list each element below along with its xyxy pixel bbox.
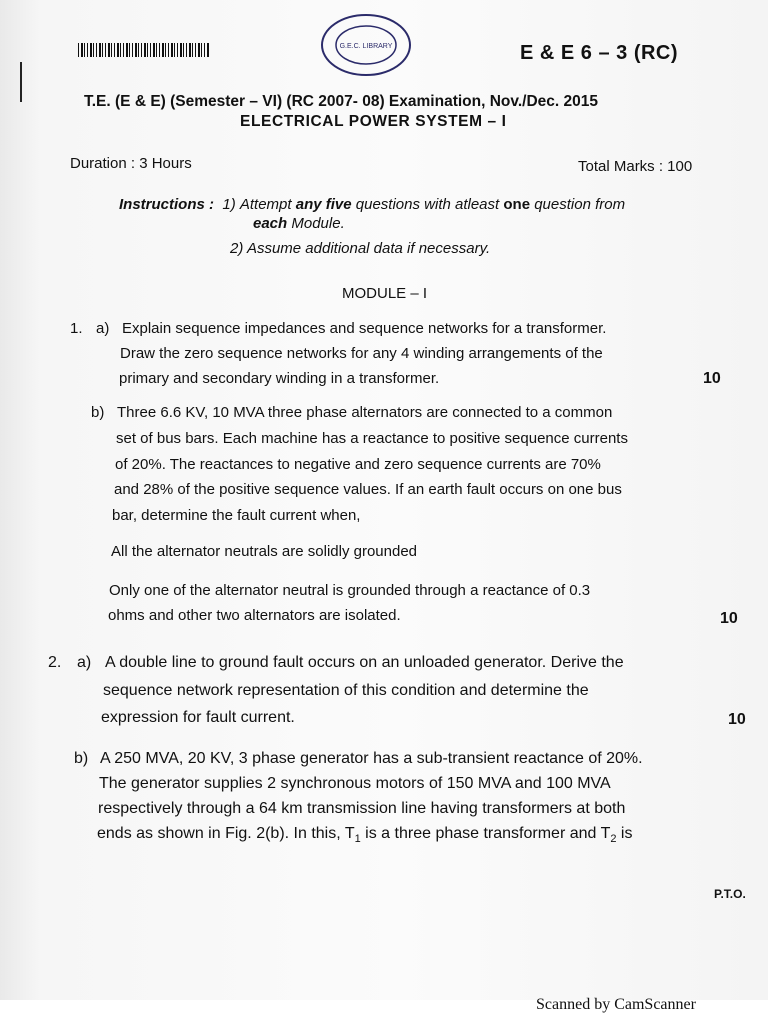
total-marks: Total Marks : 100 (578, 158, 693, 175)
instruction-2: 2) Assume additional data if necessary. (230, 240, 491, 257)
q1b-line: and 28% of the positive sequence values. If an earth fault occurs on one bus (114, 481, 622, 498)
paper-code: E & E 6 – 3 (RC) (520, 42, 679, 64)
q2a-label: a) (77, 654, 92, 671)
margin-mark (20, 62, 22, 102)
scanner-watermark: Scanned by CamScanner (536, 996, 696, 1013)
instructions-label: Instructions : (119, 196, 215, 213)
barcode (78, 43, 210, 57)
q1b-line: set of bus bars. Each machine has a reactance to positive sequence currents (116, 430, 628, 447)
q1b-line: bar, determine the fault current when, (112, 507, 361, 524)
q1a-line: Draw the zero sequence networks for any 4 winding arrangements of the (120, 345, 603, 362)
q1b-line: Three 6.6 KV, 10 MVA three phase alternators are connected to a common (117, 404, 613, 421)
duration: Duration : 3 Hours (70, 155, 192, 172)
q2b-line: The generator supplies 2 synchronous motors of 150 MVA and 100 MVA (99, 775, 611, 792)
q2a-line: sequence network representation of this condition and determine the (103, 682, 589, 699)
pto-label: P.T.O. (714, 887, 746, 901)
q1a-line: Explain sequence impedances and sequence networks for a transformer. (122, 320, 607, 337)
library-stamp (318, 12, 414, 78)
q2a-marks: 10 (728, 711, 746, 728)
q2b-label: b) (74, 750, 89, 767)
q1b-case-1: All the alternator neutrals are solidly grounded (111, 543, 418, 560)
q1-number: 1. (70, 320, 83, 337)
stamp-text: G.E.C. LIBRARY (339, 43, 393, 50)
exam-title: T.E. (E & E) (Semester – VI) (RC 2007- 08) Examination, Nov./Dec. 2015 (84, 93, 598, 110)
q1a-marks: 10 (703, 370, 721, 387)
q2b-line: ends as shown in Fig. 2(b). In this, $T_1$ is a three phase transformer and $T_2$ is (97, 825, 633, 846)
subject-title: ELECTRICAL POWER SYSTEM – I (240, 113, 507, 130)
q2b-line: respectively through a 64 km transmission line having transformers at both (98, 800, 626, 817)
instruction-1-cont: each Module. (253, 215, 345, 232)
module-heading: MODULE – I (342, 285, 428, 302)
q1a-line: primary and secondary winding in a transformer. (119, 370, 440, 387)
q2a-line: expression for fault current. (101, 709, 295, 726)
q2a-line: A double line to ground fault occurs on an unloaded generator. Derive the (105, 654, 624, 671)
q2b-line: A 250 MVA, 20 KV, 3 phase generator has a sub-transient reactance of 20%. (100, 750, 643, 767)
q2-number: 2. (48, 654, 62, 671)
q1b-case-2-cont: ohms and other two alternators are isolated. (108, 607, 401, 624)
q1b-marks: 10 (720, 610, 738, 627)
q1a-label: a) (96, 320, 110, 337)
q1b-line: of 20%. The reactances to negative and zero sequence currents are 70% (115, 456, 601, 473)
q1b-label: b) (91, 404, 105, 421)
instruction-1: Instructions : 1) Attempt any five questions with atleast one question from (119, 196, 626, 213)
q1b-case-2: Only one of the alternator neutral is grounded through a reactance of 0.3 (109, 582, 591, 599)
